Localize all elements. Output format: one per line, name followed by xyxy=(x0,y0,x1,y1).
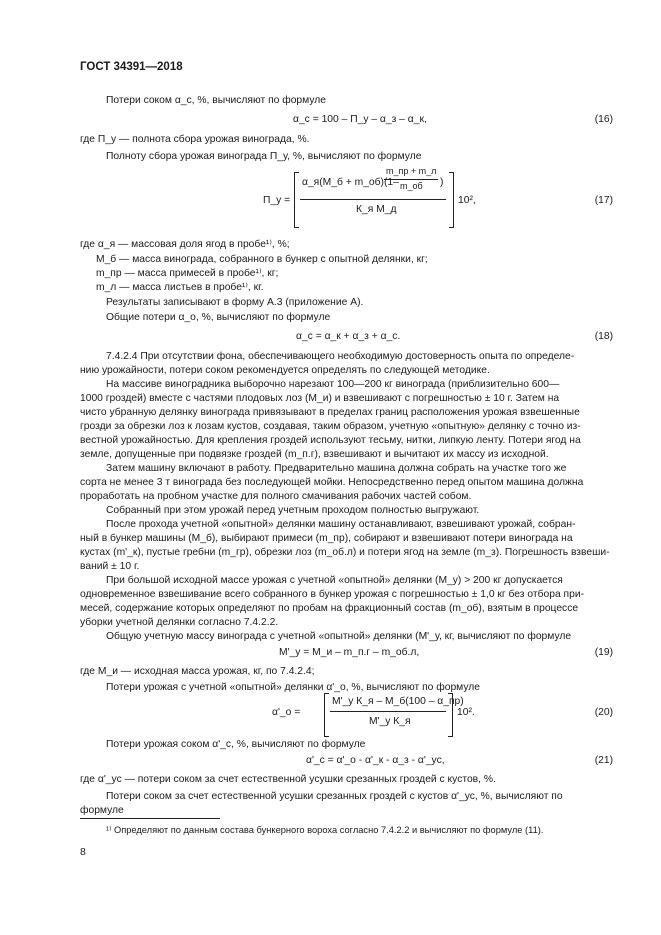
text-line: грозди за обрезки лоз к лозам кустов, создавая, таким образом, учетную «опытную» делянку с точно из- xyxy=(80,421,581,432)
fraction-bar xyxy=(330,711,446,712)
equation-18: α_с = α_к + α_з + α_с. xyxy=(296,331,401,342)
text-line: кустах (m'_к), пустые гребни (m_гр), обрезки лоз (m_об.л) и потери ягод на земле (m_з). Погрешность взвеши- xyxy=(80,547,610,558)
equation-number-20: (20) xyxy=(594,707,613,718)
text-line: вестной урожайностью. Для крепления гроздей используют тесьму, нитки, липкую ленту. Потери ягод на xyxy=(80,435,581,446)
text-line: где α_я — массовая доля ягод в пробе¹⁾, %; xyxy=(80,239,290,250)
text-line: m_пр — масса примесей в пробе¹⁾, кг; xyxy=(96,268,279,279)
text-line: где α'_ус — потери соком за счет естественной усушки срезанных гроздей с кустов, %. xyxy=(80,774,496,785)
equation-19: М'_у = М_и – m_п.г – m_об.л, xyxy=(279,647,420,658)
equation-number-19: (19) xyxy=(594,647,613,658)
equation-17-inner-numerator: m_пр + m_л xyxy=(386,166,437,176)
equation-17-inner-close: ) xyxy=(440,177,444,188)
equation-number-18: (18) xyxy=(594,331,613,342)
text-line: Общую учетную массу винограда с учетной «опытной» делянки (М'_у, кг, вычисляют по формуле xyxy=(106,631,572,642)
equation-17-power: 10², xyxy=(458,195,476,206)
text-line: После прохода учетной «опытной» делянки машину останавливают, взвешивают урожай, собран- xyxy=(106,519,576,530)
text-line: ный в бункер машины (М_б), выбирают примеси (m_пр), собирают и взвешивают потери винограда на xyxy=(80,533,573,544)
equation-20-power: 10². xyxy=(457,707,475,718)
equation-16: α_с = 100 – П_у – α_з – α_к, xyxy=(293,114,427,125)
fraction-bar xyxy=(300,199,446,200)
bracket-left xyxy=(294,172,299,228)
equation-number-17: (17) xyxy=(594,195,613,206)
text-line: формуле xyxy=(80,805,124,816)
equation-20-denominator: М'_у К_я xyxy=(369,716,411,727)
equation-17-inner-denominator: m_об xyxy=(400,181,423,191)
equation-21: α'_с = α'_о - α'_к - α_з - α'_ус, xyxy=(306,755,445,766)
text-line: Потери соком за счет естественной усушки срезанных гроздей с кустов α'_ус, %, вычисляют по xyxy=(106,791,563,802)
document-header: ГОСТ 34391—2018 xyxy=(80,61,183,73)
text-line: нию урожайности, потери соком рекомендуется определять по следующей методике. xyxy=(80,365,490,376)
text-line: уборки учетной делянки согласно 7.4.2.2. xyxy=(80,617,279,628)
text-line: 1000 гроздей) вместе с частями плодовых лоз (М_и) и взвешивают с погрешностью ± 10 г. Затем на xyxy=(80,393,560,404)
text-line: При большой исходной массе урожая с учетной «опытной» делянки (М_у) > 200 кг допускается xyxy=(106,575,563,586)
text-line: Затем машину включают в работу. Предварительно машина должна собрать на участке того же xyxy=(106,463,567,474)
text-line: где М_и — исходная масса урожая, кг, по 7.4.2.4; xyxy=(80,666,315,677)
text-line: Потери урожая соком α'_с, %, вычисляют по формуле xyxy=(106,739,366,750)
equation-17-denominator: К_я М_д xyxy=(356,204,397,215)
text-line: Результаты записывают в форму А.3 (приложение А). xyxy=(106,297,364,308)
equation-17-lhs: П_у = xyxy=(263,195,291,206)
bracket-right xyxy=(448,693,453,737)
equation-number-16: (16) xyxy=(594,114,613,125)
fraction-bar xyxy=(384,179,438,180)
text-line: где П_у — полнота сбора урожая винограда, %. xyxy=(80,134,310,145)
page-number: 8 xyxy=(80,846,86,858)
equation-20-lhs: α'_о = xyxy=(272,707,301,718)
text-line: месей, содержание которых определяют по пробам на фракционный состав (m_об), взятым в процессе xyxy=(80,603,579,614)
text-line: земле, допущенные при подвязке гроздей (m_п.г), взвешивают и вычитают их массу из исходной. xyxy=(80,449,549,460)
text-line: m_л — масса листьев в пробе¹⁾, кг. xyxy=(96,282,264,293)
text-line: чисто убранную делянку винограда привязывают в пределах границ расположения урожая взвешенные xyxy=(80,407,580,418)
footnote: ¹⁾ Определяют по данным состава бункерного вороха согласно 7.4.2.2 и вычисляют по формуле (11). xyxy=(106,825,544,835)
text-line: На массиве виноградника выборочно нарезают 100—200 кг винограда (приблизительно 600— xyxy=(106,379,560,390)
text-line: М_б — масса винограда, собранного в бункер с опытной делянки, кг; xyxy=(96,254,428,265)
equation-17-numerator: α_я(М_б + m_об)(1– xyxy=(302,177,399,188)
text-line: ваний ± 10 г. xyxy=(80,561,140,572)
text-line: Потери соком α_с, %, вычисляют по формуле xyxy=(106,95,327,106)
footnote-rule xyxy=(80,818,220,819)
equation-20-numerator: М'_у К_я – М_б(100 – α_пр) xyxy=(332,696,464,707)
text-line: проработать на пробном участке для полного смачивания рабочих частей собом. xyxy=(80,491,472,502)
equation-number-21: (21) xyxy=(594,755,613,766)
text-line: одновременное взвешивание всего собранного в бункер урожая с погрешностью ± 1,0 кг без отбора при- xyxy=(80,589,585,600)
text-line: Общие потери α_о, %, вычисляют по формуле xyxy=(106,312,331,323)
bracket-left xyxy=(324,693,329,737)
text-line: Собранный при этом урожай перед учетным проходом полностью выгружают. xyxy=(106,505,480,516)
text-line: сорта не менее 3 т винограда без последующей мойки. Непосредственно перед опытом машина должна xyxy=(80,477,584,488)
bracket-right xyxy=(449,172,454,228)
text-line: 7.4.2.4 При отсутствии фона, обеспечивающего необходимую достоверность опыта по определе- xyxy=(106,351,575,362)
text-line: Полноту сбора урожая винограда П_у, %, вычисляют по формуле xyxy=(106,151,422,162)
text-line: Потери урожая с учетной «опытной» делянки α'_о, %, вычисляют по формуле xyxy=(106,682,481,693)
